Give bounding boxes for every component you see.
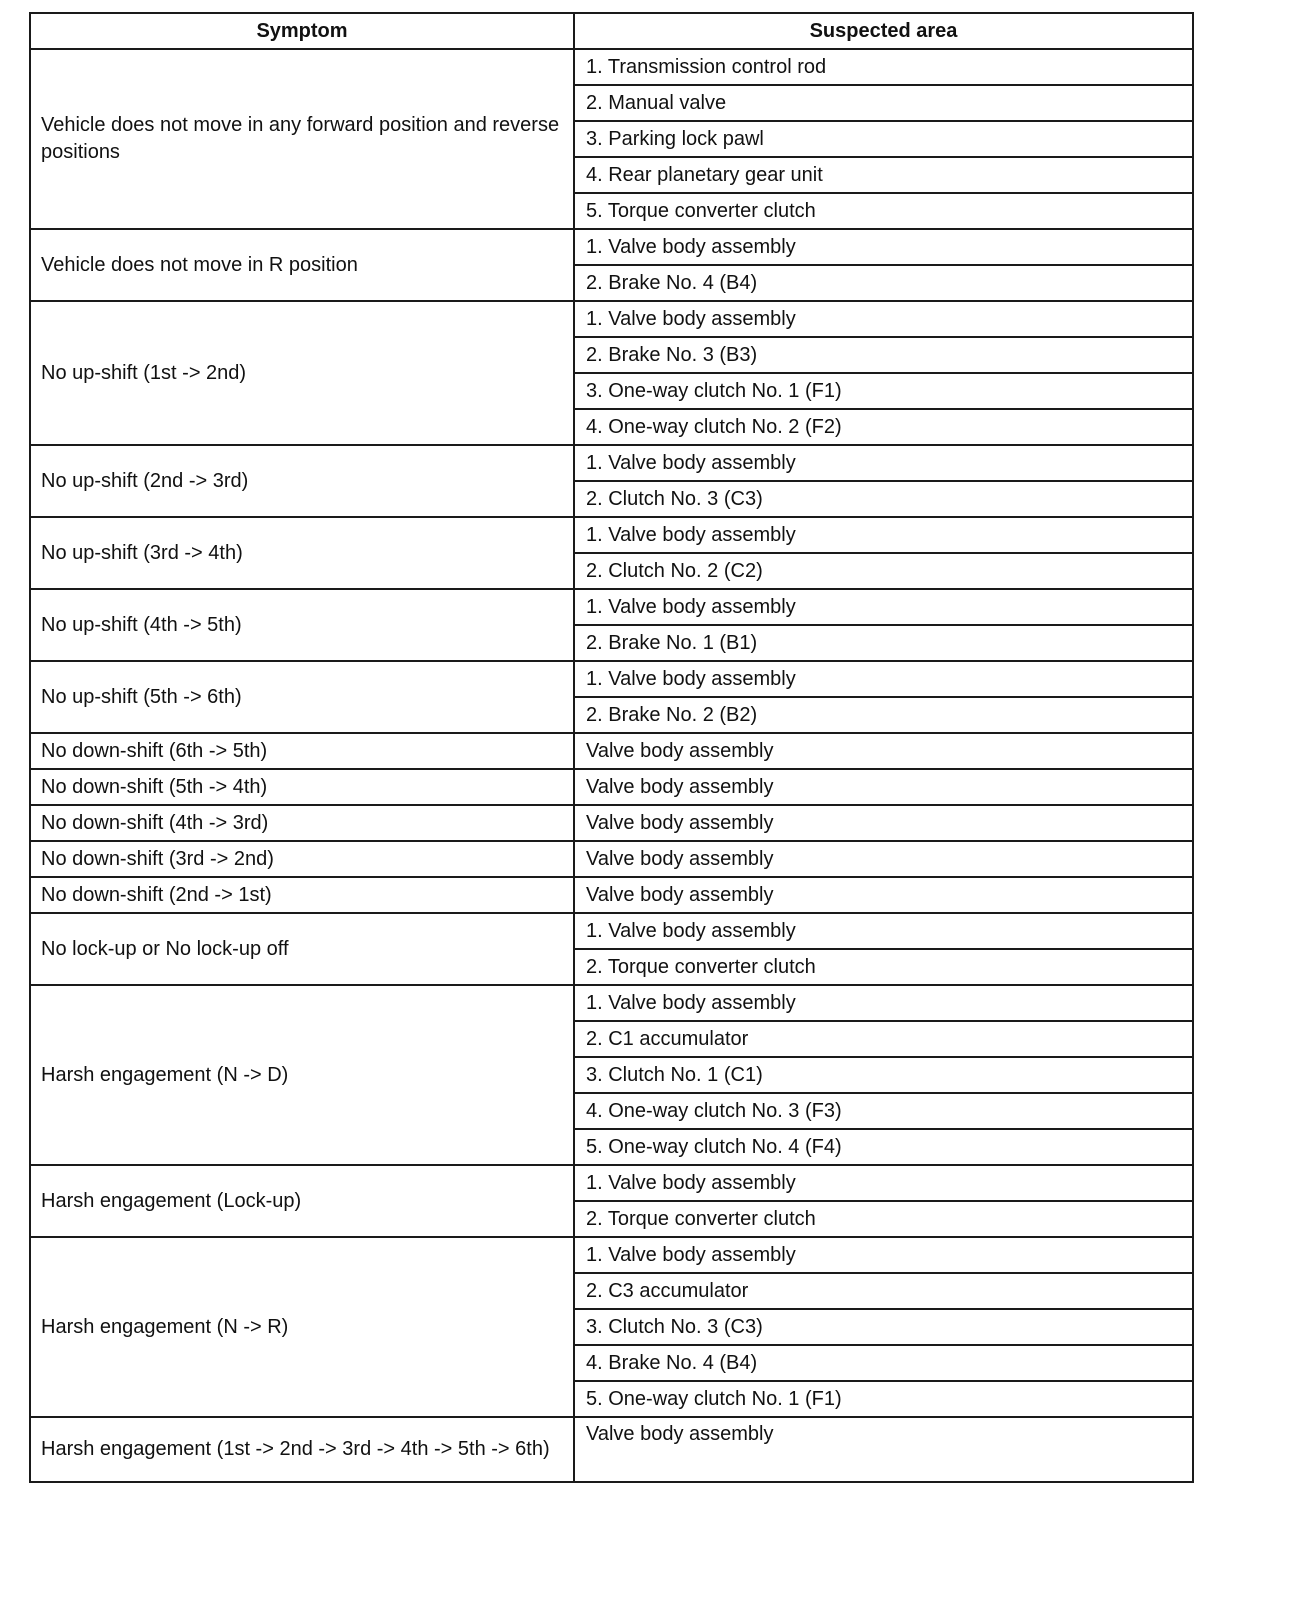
symptom-header: Symptom [30, 13, 574, 49]
suspected-area-cell: 2. C1 accumulator [574, 1021, 1193, 1057]
symptom-cell: Vehicle does not move in R position [30, 229, 574, 301]
suspected-area-cell: 3. Clutch No. 1 (C1) [574, 1057, 1193, 1093]
symptom-cell: No down-shift (2nd -> 1st) [30, 877, 574, 913]
table-row [30, 877, 1193, 913]
suspected-area-cell: 1. Valve body assembly [574, 517, 1193, 553]
symptom-cell: No down-shift (3rd -> 2nd) [30, 841, 574, 877]
table-row [30, 985, 1193, 1021]
table-row [30, 1165, 1193, 1201]
symptom-cell: No up-shift (5th -> 6th) [30, 661, 574, 733]
symptom-cell: No down-shift (4th -> 3rd) [30, 805, 574, 841]
suspected-area-cell: 2. Clutch No. 2 (C2) [574, 553, 1193, 589]
table-row [30, 769, 1193, 805]
suspected-area-cell: 2. Brake No. 2 (B2) [574, 697, 1193, 733]
suspected-area-cell: 1. Transmission control rod [574, 49, 1193, 85]
suspected-area-cell: 5. One-way clutch No. 1 (F1) [574, 1381, 1193, 1417]
suspected-area-cell: 2. Brake No. 3 (B3) [574, 337, 1193, 373]
suspected-area-cell: 4. Rear planetary gear unit [574, 157, 1193, 193]
suspected-area-cell: 4. One-way clutch No. 3 (F3) [574, 1093, 1193, 1129]
suspected-area-cell: 5. One-way clutch No. 4 (F4) [574, 1129, 1193, 1165]
suspected-area-cell: 2. Brake No. 1 (B1) [574, 625, 1193, 661]
suspected-area-cell: 1. Valve body assembly [574, 661, 1193, 697]
symptom-cell: No down-shift (5th -> 4th) [30, 769, 574, 805]
table-row [30, 301, 1193, 337]
symptom-cell: Harsh engagement (1st -> 2nd -> 3rd -> 4th -> 5th -> 6th) [30, 1417, 574, 1482]
symptom-cell: No lock-up or No lock-up off [30, 913, 574, 985]
suspected-area-cell: 2. Brake No. 4 (B4) [574, 265, 1193, 301]
suspected-area-cell: Valve body assembly [574, 733, 1193, 769]
suspected-area-cell: 5. Torque converter clutch [574, 193, 1193, 229]
suspected-area-cell: 1. Valve body assembly [574, 1237, 1193, 1273]
table-row [30, 49, 1193, 85]
symptom-table [29, 12, 1194, 1483]
table-row [30, 661, 1193, 697]
symptom-cell: Harsh engagement (N -> R) [30, 1237, 574, 1417]
symptom-cell: No up-shift (1st -> 2nd) [30, 301, 574, 445]
symptom-cell: No up-shift (4th -> 5th) [30, 589, 574, 661]
suspected-area-cell: Valve body assembly [574, 841, 1193, 877]
table-row [30, 841, 1193, 877]
symptom-cell: Vehicle does not move in any forward position and reverse positions [30, 49, 574, 229]
suspected-area-cell: 1. Valve body assembly [574, 589, 1193, 625]
symptom-cell: No down-shift (6th -> 5th) [30, 733, 574, 769]
table-row [30, 913, 1193, 949]
table-row [30, 589, 1193, 625]
suspected-area-cell: 4. One-way clutch No. 2 (F2) [574, 409, 1193, 445]
suspected-area-cell: Valve body assembly [574, 1417, 1193, 1482]
symptom-cell: Harsh engagement (Lock-up) [30, 1165, 574, 1237]
table-row [30, 1237, 1193, 1273]
table-row [30, 445, 1193, 481]
suspected-area-cell: Valve body assembly [574, 877, 1193, 913]
suspected-area-cell: 2. Torque converter clutch [574, 949, 1193, 985]
suspected-area-cell: 1. Valve body assembly [574, 1165, 1193, 1201]
symptom-cell: Harsh engagement (N -> D) [30, 985, 574, 1165]
suspected-area-cell: 1. Valve body assembly [574, 301, 1193, 337]
suspected-area-cell: 2. Manual valve [574, 85, 1193, 121]
suspected-area-cell: 1. Valve body assembly [574, 985, 1193, 1021]
suspected-area-cell: 1. Valve body assembly [574, 913, 1193, 949]
suspected-area-cell: 3. Parking lock pawl [574, 121, 1193, 157]
suspected-area-cell: 1. Valve body assembly [574, 229, 1193, 265]
suspected-area-cell: 1. Valve body assembly [574, 445, 1193, 481]
symptom-cell: No up-shift (3rd -> 4th) [30, 517, 574, 589]
suspected-area-cell: 3. One-way clutch No. 1 (F1) [574, 373, 1193, 409]
symptom-cell: No up-shift (2nd -> 3rd) [30, 445, 574, 517]
table-row [30, 733, 1193, 769]
table-row [30, 229, 1193, 265]
table-row [30, 517, 1193, 553]
header-row [30, 13, 1193, 49]
suspected-area-cell: 2. Torque converter clutch [574, 1201, 1193, 1237]
suspected-area-header: Suspected area [574, 13, 1193, 49]
suspected-area-cell: 2. C3 accumulator [574, 1273, 1193, 1309]
suspected-area-cell: 4. Brake No. 4 (B4) [574, 1345, 1193, 1381]
suspected-area-cell: Valve body assembly [574, 769, 1193, 805]
table-row [30, 1417, 1193, 1482]
suspected-area-cell: Valve body assembly [574, 805, 1193, 841]
suspected-area-cell: 3. Clutch No. 3 (C3) [574, 1309, 1193, 1345]
table-row [30, 805, 1193, 841]
suspected-area-cell: 2. Clutch No. 3 (C3) [574, 481, 1193, 517]
table-body [30, 49, 1193, 1482]
